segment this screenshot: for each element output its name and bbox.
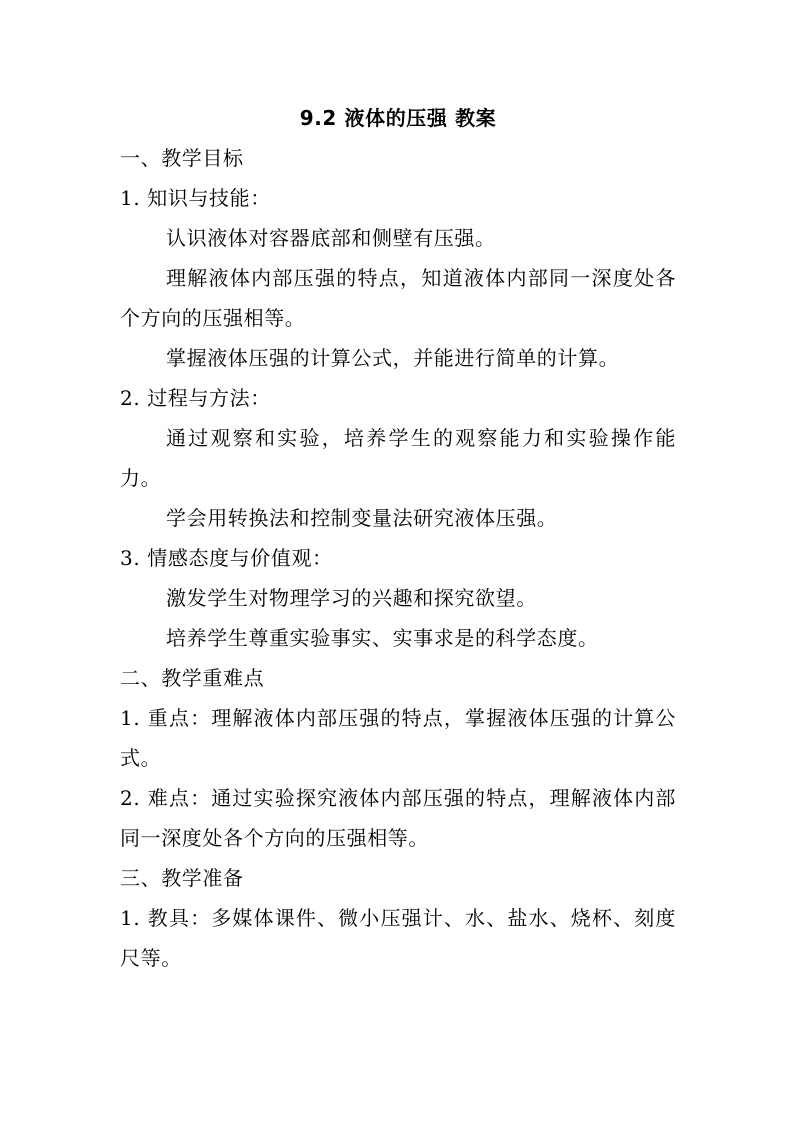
section-heading-objectives: 一、教学目标 — [120, 146, 244, 170]
key-point-line: 1. 重点：理解液体内部压强的特点，掌握液体压强的计算公式。 — [120, 706, 676, 770]
teaching-aids-line: 1. 教具：多媒体课件、微小压强计、水、盐水、烧杯、刻度尺等。 — [120, 906, 676, 970]
objective-paragraph: 认识液体对容器底部和侧壁有压强。 — [166, 226, 496, 250]
document-body — [120, 98, 676, 978]
document-title: 9.2 液体的压强 教案 — [299, 106, 497, 130]
objective-paragraph: 培养学生尊重实验事实、实事求是的科学态度。 — [166, 626, 599, 650]
objective-paragraph: 掌握液体压强的计算公式，并能进行简单的计算。 — [166, 346, 620, 370]
difficult-point-line: 2. 难点：通过实验探究液体内部压强的特点，理解液体内部同一深度处各个方向的压强相等。 — [120, 786, 676, 850]
objective-label-process: 2. 过程与方法： — [120, 386, 271, 410]
objective-paragraph: 学会用转换法和控制变量法研究液体压强。 — [166, 506, 558, 530]
objective-label-attitude: 3. 情感态度与价值观： — [120, 546, 333, 570]
objective-paragraph: 激发学生对物理学习的兴趣和探究欲望。 — [166, 586, 537, 610]
objective-label-knowledge: 1. 知识与技能： — [120, 186, 271, 210]
section-heading-key-points: 二、教学重难点 — [120, 666, 265, 690]
objective-paragraph: 理解液体内部压强的特点，知道液体内部同一深度处各个方向的压强相等。 — [120, 266, 676, 330]
objective-paragraph: 通过观察和实验，培养学生的观察能力和实验操作能力。 — [120, 426, 676, 490]
section-heading-preparation: 三、教学准备 — [120, 866, 244, 890]
